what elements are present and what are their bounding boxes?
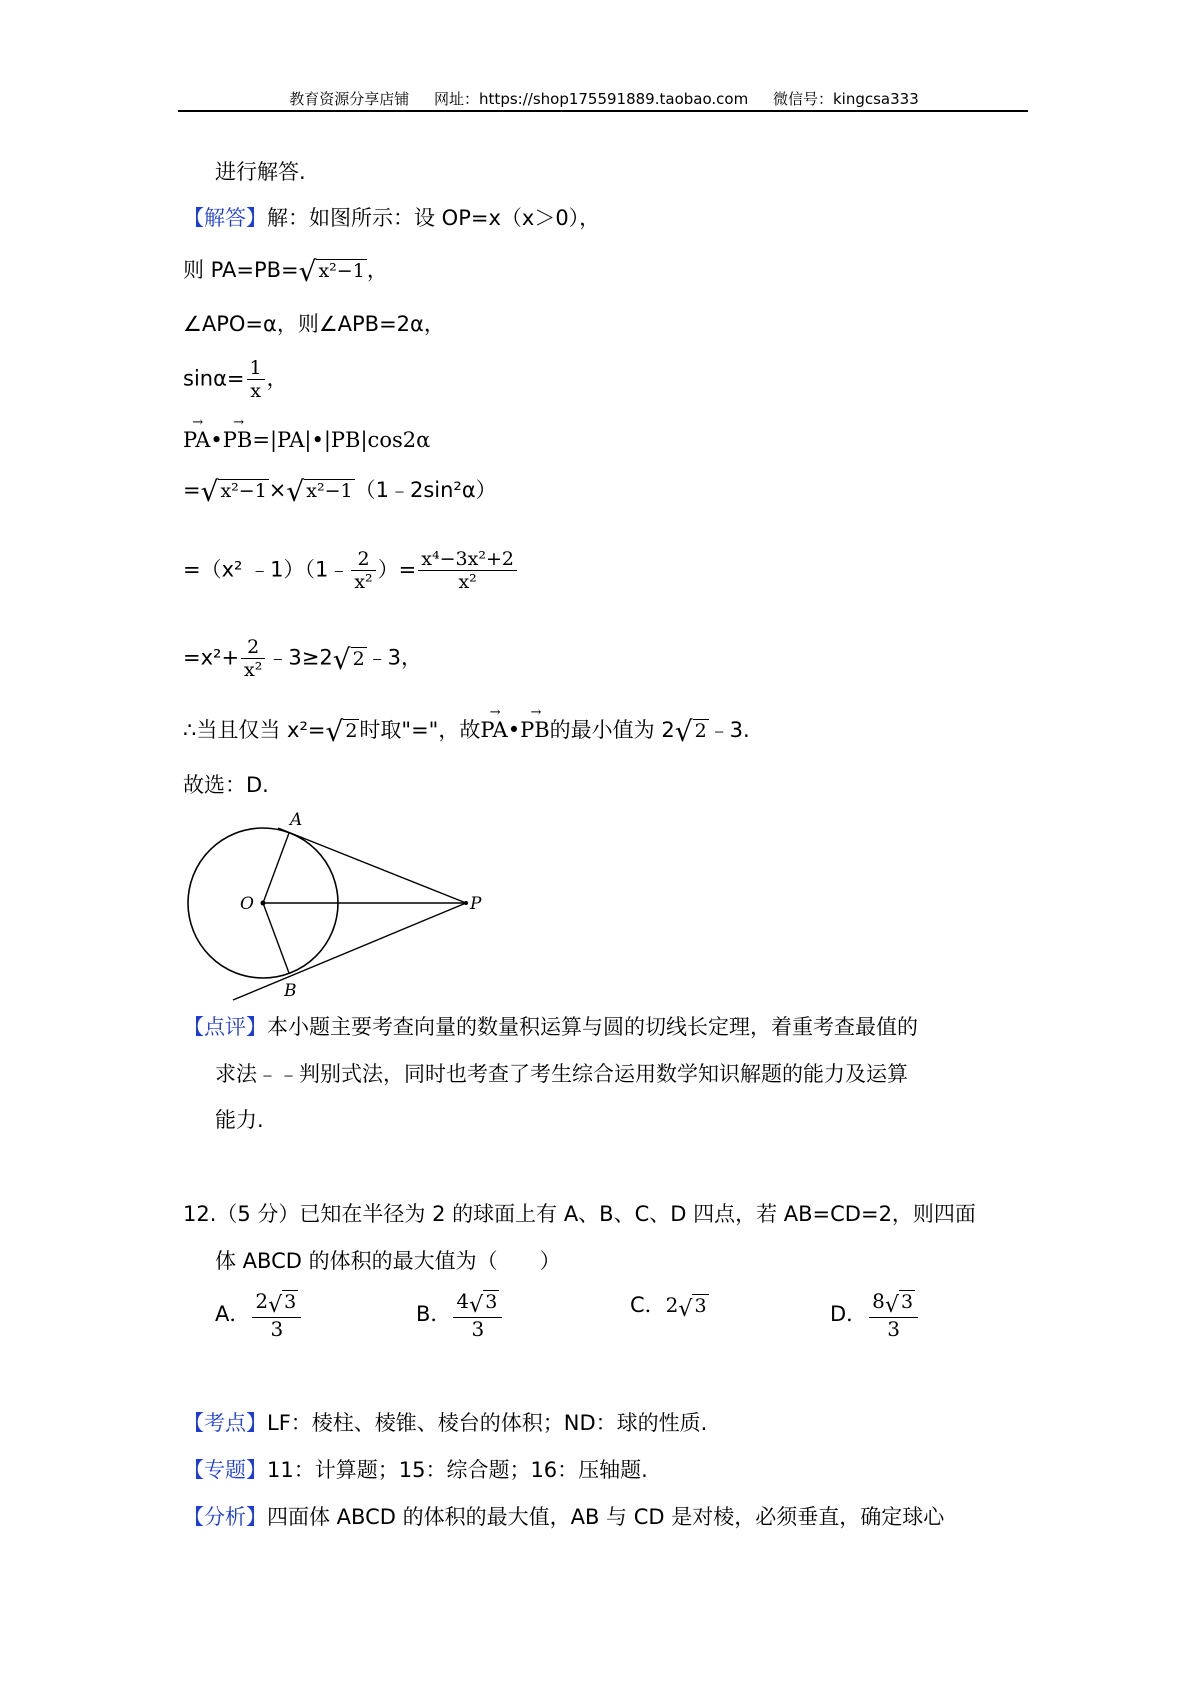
point-p	[464, 901, 468, 905]
step-inequality: =x²+ $\frac{2}{\text{x²}}$ ﹣3≥2√ 2﹣3，	[183, 636, 423, 681]
segment-ob	[263, 903, 289, 973]
shop-name: 教育资源分享店铺	[289, 90, 410, 108]
answer-tag: 【解答】	[183, 206, 267, 230]
comment-tag: 【点评】	[183, 1015, 267, 1039]
step-product: =√ x²−1×√ x²−1（1﹣2sin²α）	[183, 475, 497, 508]
comment-line-1: 【点评】本小题主要考查向量的数量积运算与圆的切线长定理，着重考查最值的	[183, 1015, 918, 1039]
site-info: 网址：https://shop175591889.taobao.com	[434, 90, 749, 108]
segment-oa	[263, 833, 289, 903]
tangent-circle-figure	[178, 785, 498, 1010]
continued-text: 进行解答.	[215, 160, 306, 184]
kaodian-tag: 【考点】	[183, 1411, 267, 1435]
option-b[interactable]: B． $\frac{4√ 3}{3}$	[416, 1290, 504, 1340]
comment-line-3: 能力.	[215, 1108, 264, 1132]
page-header	[180, 88, 1028, 112]
fenxi-line: 【分析】四面体 ABCD 的体积的最大值，AB 与 CD 是对棱，必须垂直，确定球心	[183, 1505, 945, 1529]
step-angle: ∠APO=α，则∠APB=2α，	[183, 312, 445, 336]
header-rule	[178, 110, 1028, 112]
vector-pa: → PA	[183, 425, 210, 455]
label-b: B	[284, 981, 297, 1001]
zhuanti-tag: 【专题】	[183, 1458, 267, 1482]
comment-line-2: 求法﹣﹣判别式法，同时也考查了考生综合运用数学知识解题的能力及运算	[215, 1062, 908, 1086]
fenxi-tag: 【分析】	[183, 1505, 267, 1529]
step-dot-product: → PA•→ PB=|PA|•|PB|cos2α	[183, 425, 430, 455]
answer-line	[183, 203, 600, 233]
answer-text: 解：如图所示：设 OP=x（x＞0），	[267, 206, 601, 230]
option-d[interactable]: D． $\frac{8√ 3}{3}$	[830, 1290, 920, 1340]
label-o: O	[240, 894, 254, 914]
kaodian-line: 【考点】LF：棱柱、棱锥、棱台的体积；ND：球的性质.	[183, 1411, 708, 1435]
option-c[interactable]: C．2√ 3	[630, 1293, 707, 1322]
wechat-info: 微信号：kingcsa333	[772, 90, 919, 108]
step-expand: =（x² ﹣1）（1﹣ $\frac{2}{\text{x²}}$ ）= $\frac{\text{x⁴−3x²+2}}{\text{x²}}$	[183, 548, 519, 593]
question-12-line-2: 体 ABCD 的体积的最大值为（ ）	[215, 1249, 561, 1273]
option-a[interactable]: A． $\frac{2√ 3}{3}$	[215, 1290, 303, 1340]
step-pa-pb: 则 PA=PB=√ x²−1，	[183, 255, 388, 288]
label-p: P	[470, 894, 482, 914]
vector-pb: → PB	[223, 425, 253, 455]
fraction: $\frac{1}{x}$	[247, 357, 265, 402]
tangent-pa	[278, 828, 466, 903]
step-conclusion: ∴当且仅当 x²=√ 2时取"="，故→ PA•→ PB的最小值为 2√ 2﹣3.	[183, 715, 750, 747]
step-sin: sinα= $\frac{1}{x}$ ，	[183, 357, 288, 402]
sqrt-expr: √ x²−1	[298, 255, 365, 288]
zhuanti-line: 【专题】11：计算题；15：综合题；16：压轴题.	[183, 1458, 648, 1482]
label-a: A	[290, 810, 303, 830]
site-url[interactable]: https://shop175591889.taobao.com	[479, 90, 749, 108]
question-12-line-1: 12.（5 分）已知在半径为 2 的球面上有 A、B、C、D 四点，若 AB=CD=2，则四面	[183, 1202, 976, 1226]
center-point	[261, 901, 266, 906]
choice-line: 故选：D.	[183, 773, 269, 797]
